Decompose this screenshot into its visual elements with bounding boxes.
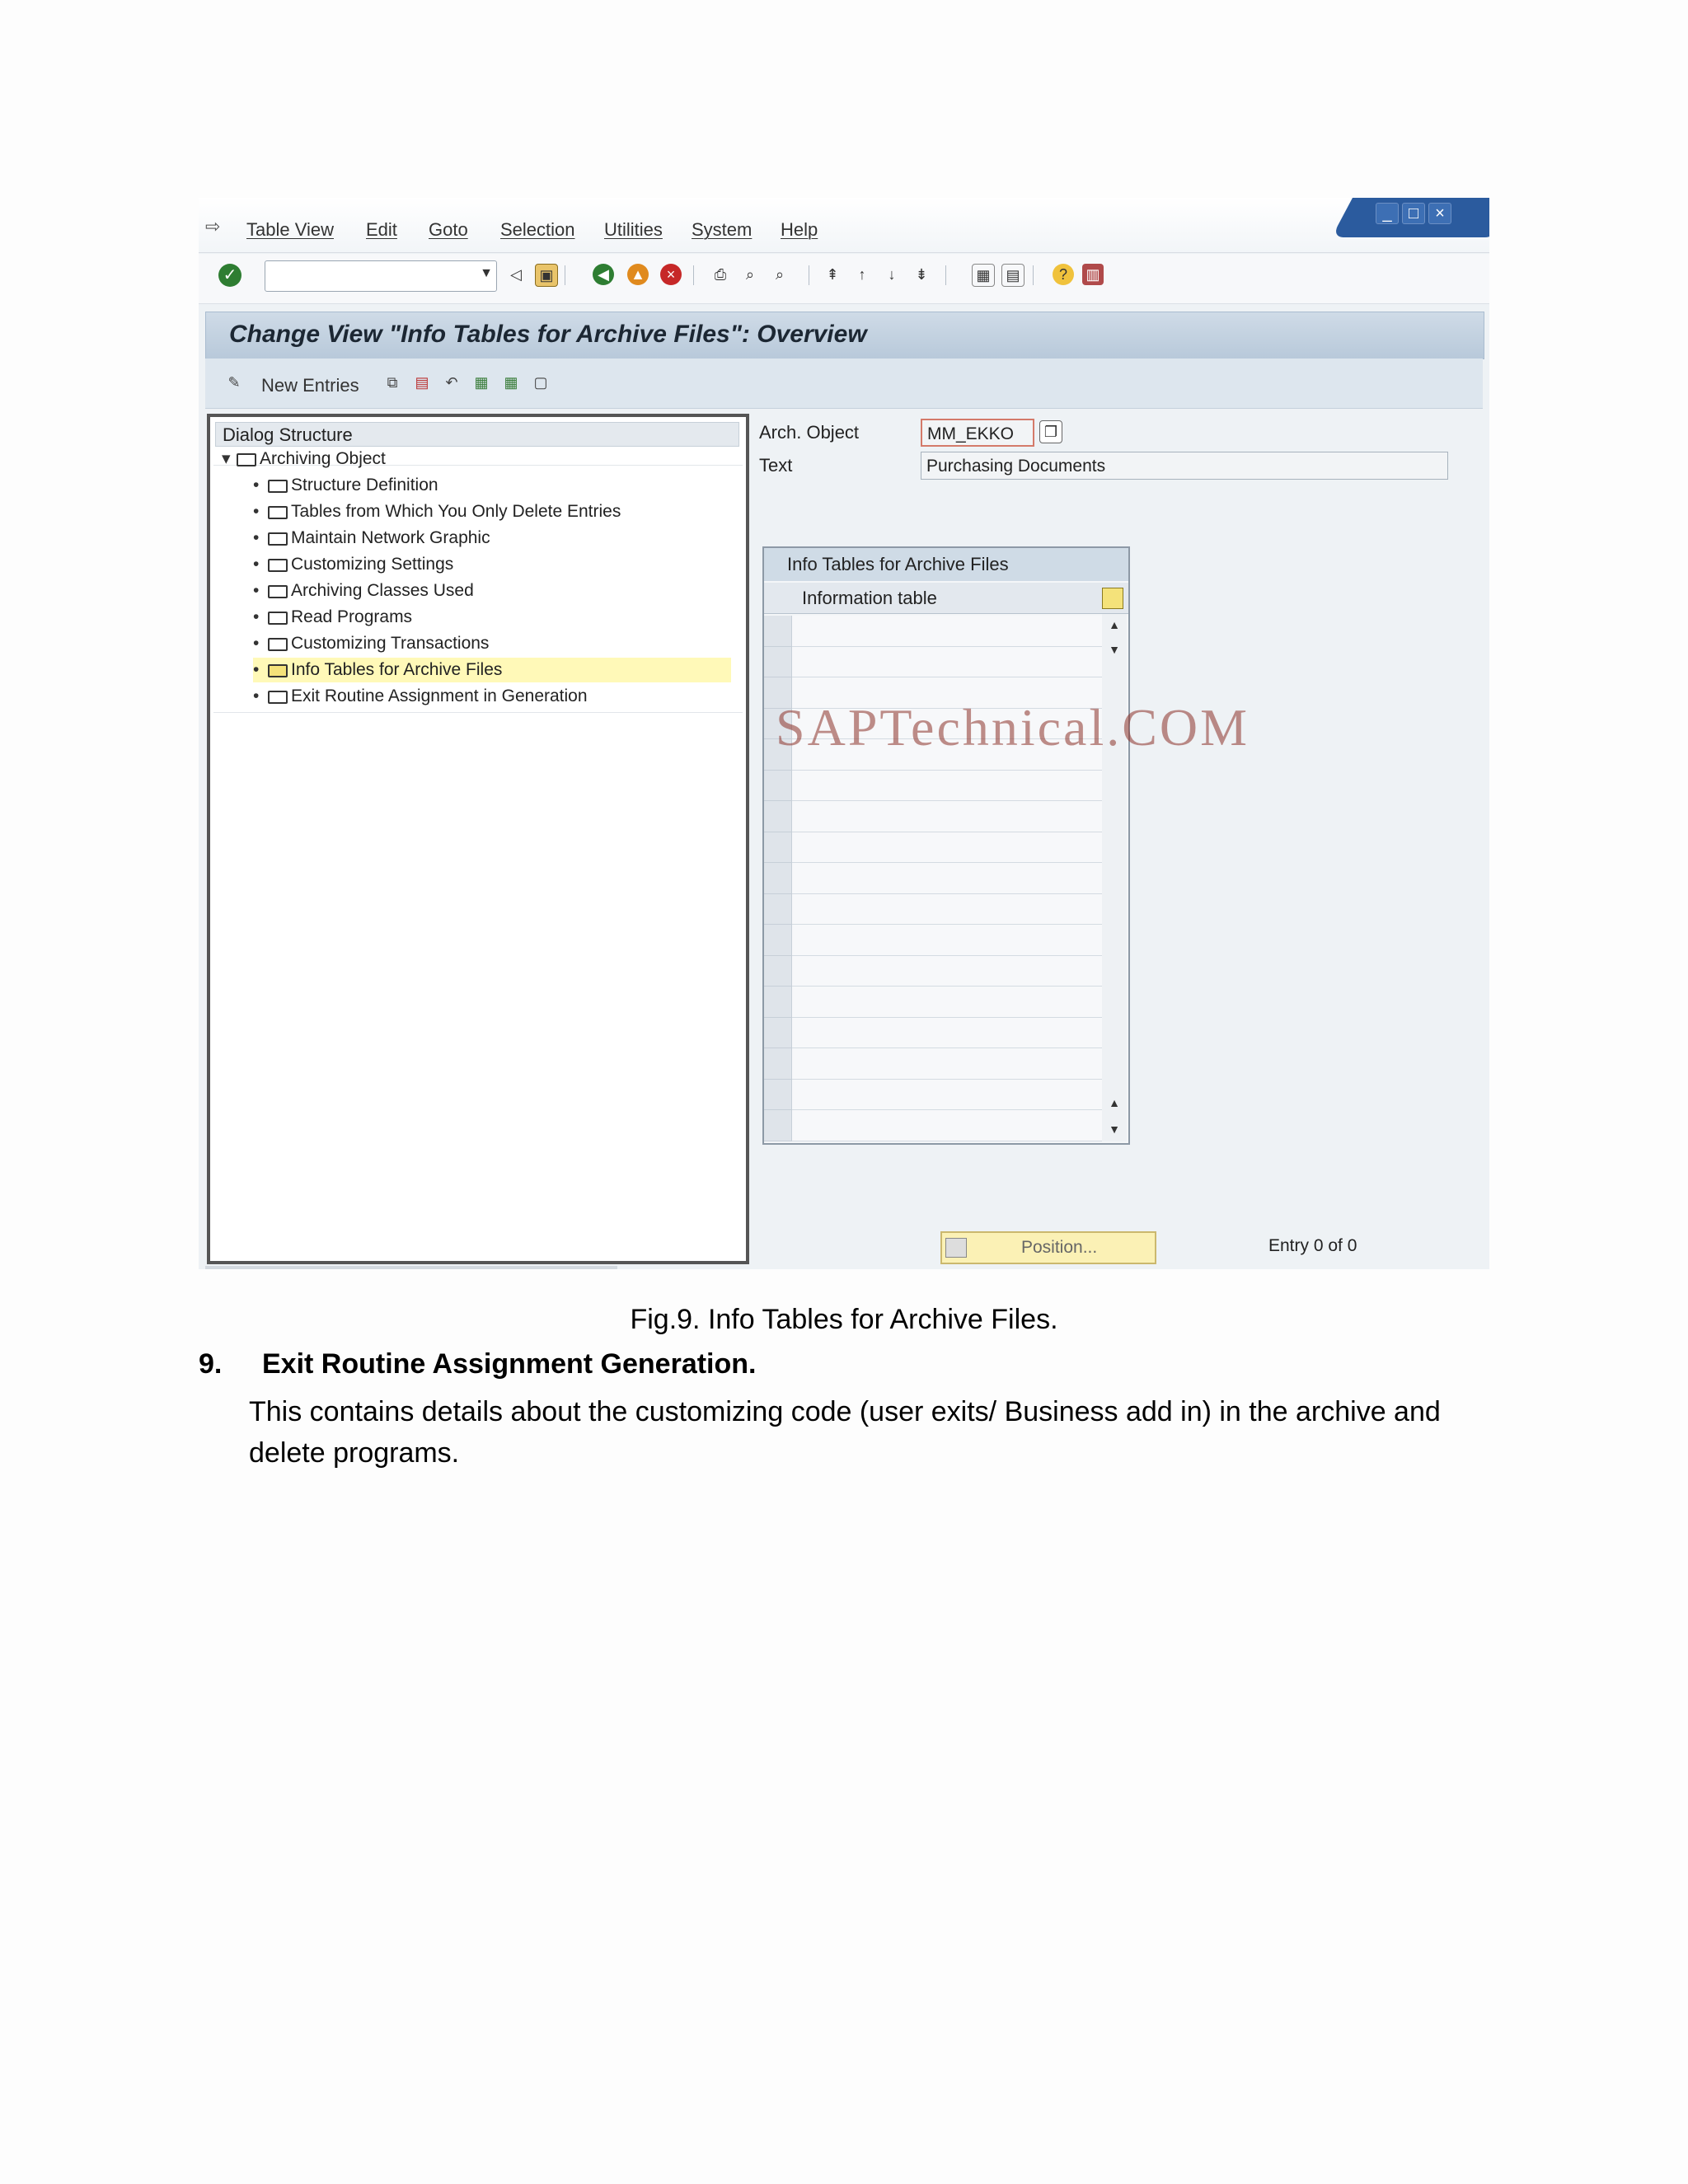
menu-help[interactable]: Help (781, 219, 818, 240)
tree-node-label: Archiving Object (260, 449, 386, 468)
menu-exit-icon[interactable]: ⇨ (205, 216, 221, 237)
info-tables-table (762, 546, 1130, 1145)
sap-screenshot (199, 198, 1489, 1269)
previous-page-icon[interactable]: ↑ (858, 266, 866, 283)
scroll-down-icon[interactable]: ▼ (1109, 1122, 1120, 1136)
shortcut-icon[interactable]: ▤ (1001, 264, 1025, 287)
tree-item-label: Structure Definition (291, 476, 438, 494)
table-row[interactable] (792, 1018, 1102, 1049)
tree-divider (213, 712, 743, 713)
tree-item-info-tables-selected[interactable]: • Info Tables for Archive Files (253, 658, 731, 682)
table-row[interactable] (792, 925, 1102, 956)
command-field[interactable] (265, 260, 497, 292)
last-page-icon[interactable]: ⇟ (915, 266, 928, 283)
menu-bar (199, 198, 1489, 253)
scroll-down-icon[interactable]: ▼ (1109, 643, 1120, 656)
table-settings-icon[interactable] (1102, 588, 1123, 609)
help-icon[interactable]: ? (1053, 264, 1074, 285)
minimize-button[interactable]: _ (1376, 203, 1399, 224)
tree-item-label: Archiving Classes Used (291, 581, 474, 600)
layout-menu-icon[interactable]: ▥ (1082, 264, 1104, 285)
row-selector[interactable] (764, 1048, 792, 1080)
arch-object-field[interactable]: MM_EKKO (921, 419, 1034, 447)
folder-icon (268, 612, 288, 625)
find-icon[interactable]: ⌕ (745, 266, 755, 283)
cancel-icon[interactable]: × (660, 264, 682, 285)
row-selector[interactable] (764, 832, 792, 864)
row-selector[interactable] (764, 987, 792, 1018)
close-button[interactable]: × (1428, 203, 1451, 224)
tree-item-label: Customizing Transactions (291, 634, 490, 653)
chevron-down-icon[interactable]: ▼ (480, 266, 493, 280)
row-selector[interactable] (764, 647, 792, 678)
position-label: Position... (1021, 1238, 1098, 1257)
folder-icon (268, 506, 288, 519)
tree-header: Dialog Structure (215, 422, 739, 447)
undo-change-icon[interactable]: ↶ (445, 374, 458, 391)
text-label: Text (759, 455, 793, 476)
application-toolbar (205, 359, 1483, 409)
exit-icon[interactable]: ▲ (627, 264, 649, 285)
row-selector[interactable] (764, 925, 792, 956)
vertical-scrollbar[interactable] (1102, 614, 1127, 1141)
new-entries-button[interactable]: New Entries (261, 375, 359, 396)
tree-item-label: Maintain Network Graphic (291, 528, 490, 547)
position-button[interactable] (940, 1231, 1156, 1264)
print-icon[interactable]: ⎙ (714, 266, 727, 283)
table-row[interactable] (792, 616, 1102, 647)
folder-icon (268, 638, 288, 651)
menu-goto[interactable]: Goto (429, 219, 468, 240)
table-row[interactable] (792, 771, 1102, 802)
select-block-icon[interactable]: ▦ (504, 374, 518, 391)
tree-item-label: Read Programs (291, 607, 413, 626)
back-icon[interactable]: ◀ (593, 264, 614, 285)
row-selector[interactable] (764, 771, 792, 802)
tree-item-network-graphic[interactable]: • Maintain Network Graphic (253, 528, 490, 547)
table-title: Info Tables for Archive Files (764, 548, 1128, 581)
tree-item-exit-routine[interactable]: • Exit Routine Assignment in Generation (253, 687, 588, 705)
table-row[interactable] (792, 1048, 1102, 1080)
tree-item-tables-delete-only[interactable]: • Tables from Which You Only Delete Entries (253, 502, 621, 521)
next-page-icon[interactable]: ↓ (888, 266, 896, 283)
screen-title: Change View "Info Tables for Archive Files": Overview (229, 321, 867, 348)
display-change-icon[interactable]: ✎ (227, 374, 241, 391)
copy-as-icon[interactable]: ⧉ (387, 374, 398, 391)
toolbar-separator (1033, 265, 1034, 285)
expand-triangle-icon[interactable]: ▾ (222, 449, 231, 468)
open-folder-icon (268, 664, 288, 677)
delete-icon[interactable]: ▤ (415, 374, 429, 391)
table-row[interactable] (792, 647, 1102, 678)
table-row[interactable] (792, 894, 1102, 926)
folder-icon (268, 559, 288, 572)
tree-item-customizing-settings[interactable]: • Customizing Settings (253, 555, 454, 574)
arch-object-label: Arch. Object (759, 422, 860, 443)
dialog-structure-tree (207, 414, 749, 1264)
tree-item-structure-definition[interactable]: • Structure Definition (253, 476, 438, 494)
scroll-up-icon[interactable]: ▲ (1109, 618, 1120, 631)
save-icon[interactable]: ▣ (535, 264, 558, 287)
row-selector[interactable] (764, 863, 792, 894)
tree-item-label: Info Tables for Archive Files (291, 660, 503, 679)
maximize-button[interactable]: □ (1402, 203, 1425, 224)
row-selector[interactable] (764, 801, 792, 832)
menu-system[interactable]: System (692, 219, 753, 240)
figure-caption: Fig.9. Info Tables for Archive Files. (630, 1304, 1058, 1335)
row-selector[interactable] (764, 1080, 792, 1111)
toolbar-separator (945, 265, 946, 285)
column-header-information-table[interactable] (764, 583, 1128, 614)
select-all-icon[interactable]: ▦ (474, 374, 489, 391)
row-selector[interactable] (764, 1018, 792, 1049)
collapse-arrow-icon[interactable]: ◁ (510, 266, 522, 283)
folder-icon (268, 691, 288, 704)
tree-item-label: Exit Routine Assignment in Generation (291, 687, 588, 705)
row-selector[interactable] (764, 616, 792, 647)
toolbar-separator (693, 265, 694, 285)
menu-selection[interactable]: Selection (500, 219, 575, 240)
tree-item-label: Customizing Settings (291, 555, 454, 574)
menu-edit[interactable]: Edit (366, 219, 397, 240)
watermark: SAPTechnical.COM (776, 698, 1250, 757)
table-row[interactable] (792, 801, 1102, 832)
table-row[interactable] (792, 863, 1102, 894)
copy-icon[interactable]: ❐ (1039, 420, 1062, 443)
folder-icon (268, 532, 288, 546)
section-paragraph: This contains details about the customizing code (user exits/ Business add in) in the archive and delete programs. (249, 1396, 1441, 1469)
table-row[interactable] (792, 1080, 1102, 1111)
folder-icon (237, 453, 256, 466)
tree-item-read-programs[interactable]: • Read Programs (253, 607, 413, 626)
tree-item-customizing-transactions[interactable]: • Customizing Transactions (253, 634, 490, 653)
scroll-up-icon[interactable]: ▲ (1109, 1096, 1120, 1109)
folder-icon (268, 585, 288, 598)
row-selector[interactable] (764, 1110, 792, 1141)
section-number: 9. (199, 1348, 223, 1380)
deselect-all-icon[interactable]: ▢ (533, 374, 548, 391)
table-row[interactable] (792, 1110, 1102, 1141)
table-row[interactable] (792, 987, 1102, 1018)
section-title: Exit Routine Assignment Generation. (262, 1348, 757, 1380)
window-controls (1328, 198, 1489, 237)
table-row[interactable] (792, 956, 1102, 987)
menu-table-view[interactable]: Table View (246, 219, 334, 240)
column-header-label: Information table (802, 588, 937, 608)
screen-title-bar (205, 312, 1484, 359)
enter-check-icon[interactable]: ✓ (218, 264, 241, 287)
new-session-icon[interactable]: ▦ (972, 264, 995, 287)
table-row[interactable] (792, 832, 1102, 864)
tree-item-archiving-classes[interactable]: • Archiving Classes Used (253, 581, 474, 600)
standard-toolbar (199, 254, 1489, 304)
row-selector[interactable] (764, 894, 792, 926)
tree-item-label: Tables from Which You Only Delete Entries (291, 502, 621, 521)
section-heading (199, 1348, 756, 1380)
tree-node-archiving-object[interactable] (222, 447, 386, 471)
row-selector[interactable] (764, 956, 792, 987)
menu-utilities[interactable]: Utilities (604, 219, 663, 240)
position-icon (945, 1238, 967, 1258)
entry-count: Entry 0 of 0 (1268, 1236, 1357, 1255)
text-field: Purchasing Documents (921, 452, 1448, 480)
folder-icon (268, 480, 288, 493)
status-strip (205, 1266, 617, 1269)
find-next-icon[interactable]: ⌕ (775, 266, 785, 283)
first-page-icon[interactable]: ⇞ (826, 266, 839, 283)
